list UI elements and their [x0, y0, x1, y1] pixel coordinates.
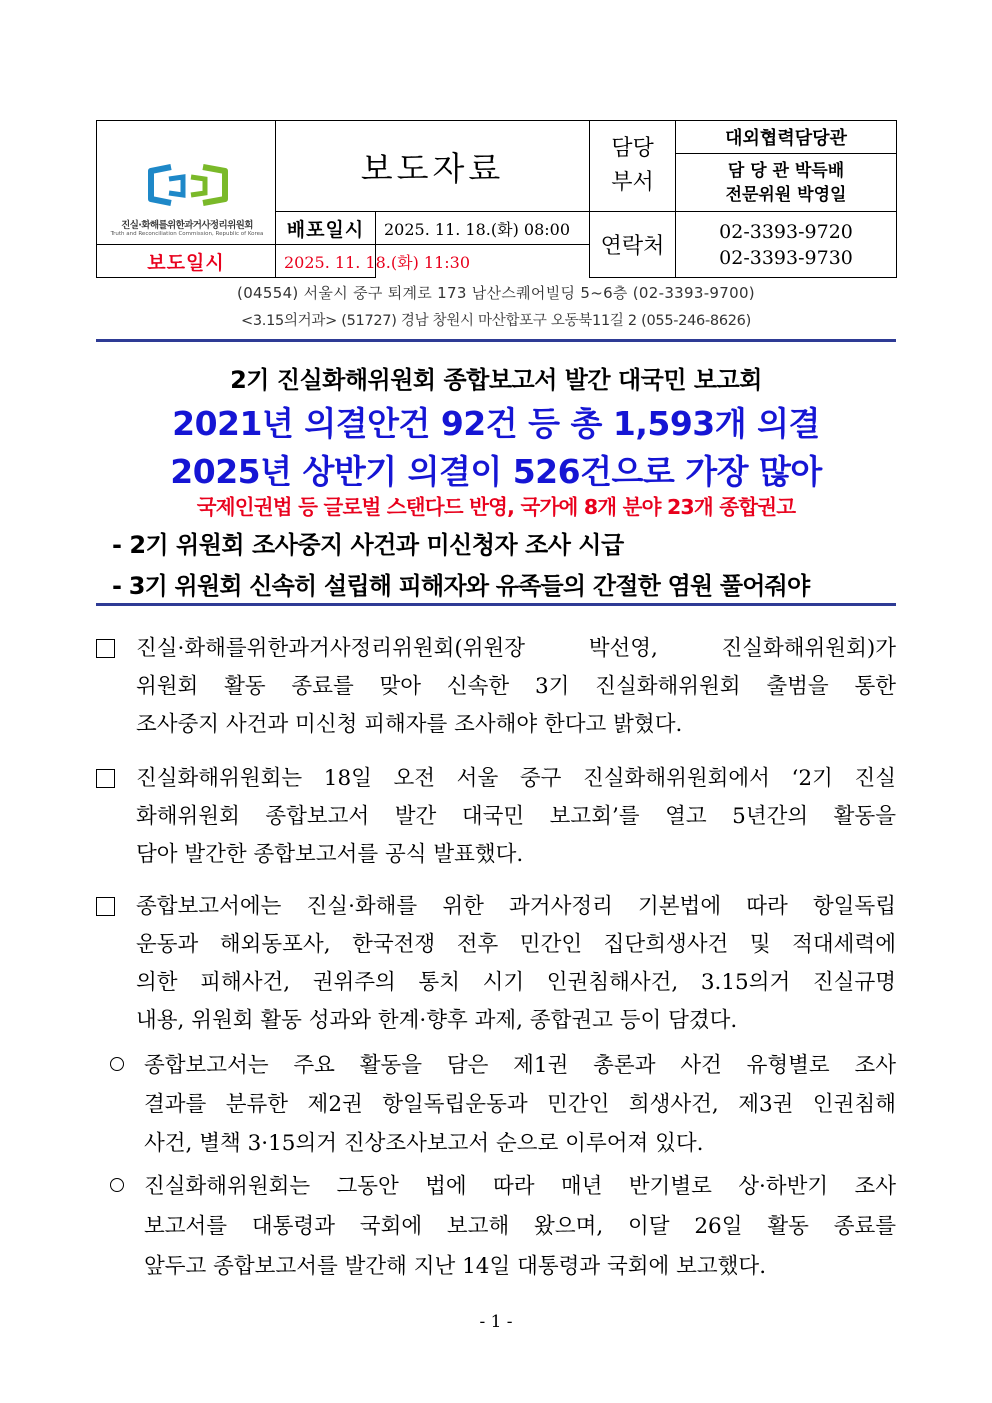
dept-staff [676, 154, 897, 212]
headline-main-2: 2025년 상반기 의결이 526건으로 가장 많아 [170, 452, 822, 491]
org-name-en: Truth and Reconciliation Commission, Republic of Korea [110, 231, 264, 237]
phone-1: 02-3393-9720 [719, 220, 853, 243]
sub-item-line: 종합보고서는 주요 활동을 담은 제1권 총론과 사건 유형별로 조사 [144, 1053, 896, 1078]
dept-name: 대외협력담당관 [676, 121, 897, 154]
org-name-ko: 진실·화해를위한과거사정리위원회 [121, 220, 253, 231]
address-line-1: (04554) 서울시 중구 퇴계로 173 남산스퀘어빌딩 5~6층 (02-3393-9700) [237, 284, 755, 302]
paragraph-line: 담아 발간한 종합보고서를 공식 발표했다. [136, 842, 524, 867]
dept-staff-1: 담 당 관 박득배 [727, 160, 845, 181]
circle-bullet-icon [110, 1178, 124, 1192]
press-header-table [96, 120, 897, 278]
paragraph-line: 종합보고서에는 진실·화해를 위한 과거사정리 기본법에 따라 항일독립 [136, 894, 896, 919]
dist-value: 2025. 11. 18.(화) 08:00 [376, 212, 590, 245]
headline-kicker: 2기 진실화해위원회 종합보고서 발간 대국민 보고회 [230, 366, 762, 394]
contact-label: 연락처 [590, 212, 676, 278]
sub-item-2 [110, 1168, 896, 1282]
sub-item-line: 결과를 분류한 제2권 항일독립운동과 민간인 희생사건, 제3권 인권침해 [144, 1092, 896, 1117]
sub-item-1 [110, 1047, 896, 1161]
headline-dash-1: - 2기 위원회 조사중지 사건과 미신청자 조사 시급 [112, 531, 624, 559]
phone-2: 02-3393-9730 [719, 246, 853, 269]
pub-value: 2025. 11. 18.(화) 11:30 [276, 245, 376, 278]
logo-cell [97, 121, 276, 245]
address-line-2: <3.15의거과> (51727) 경남 창원시 마산합포구 오동북11길 2 (055-246-8626) [241, 313, 751, 329]
headline-dash-2: - 3기 위원회 신속히 설립해 피해자와 유족들의 간절한 염원 풀어줘야 [112, 572, 810, 600]
sub-item-line: 사건, 별책 3·15의거 진상조사보고서 순으로 이루어져 있다. [144, 1131, 704, 1156]
paragraph-line: 위원회 활동 종료를 맞아 신속한 3기 진실화해위원회 출범을 통한 [136, 674, 896, 699]
paragraph-line: 의한 피해사건, 권위주의 통치 시기 인권침해사건, 3.15의거 진실규명 [136, 970, 896, 995]
paragraph-line: 화해위원회 종합보고서 발간 대국민 보고회’를 열고 5년간의 활동을 [136, 804, 896, 829]
paragraph-line: 진실·화해를위한과거사정리위원회(위원장 박선영, 진실화해위원회)가 [136, 636, 896, 661]
doc-type-title: 보도자료 [276, 121, 590, 212]
contact-phones [676, 212, 897, 278]
checkbox-bullet-icon [96, 769, 115, 788]
sub-item-line: 진실화해위원회는 그동안 법에 따라 매년 반기별로 상·하반기 조사 [144, 1174, 896, 1199]
top-rule [96, 339, 896, 342]
commission-logo-icon [147, 161, 229, 209]
paragraph-line: 진실화해위원회는 18일 오전 서울 중구 진실화해위원회에서 ‘2기 진실 [136, 766, 896, 791]
sub-item-line: 앞두고 종합보고서를 발간해 지난 14일 대통령과 국회에 보고했다. [144, 1254, 767, 1279]
checkbox-bullet-icon [96, 639, 115, 658]
paragraph-3 [96, 888, 896, 1040]
paragraph-1 [96, 630, 896, 744]
paragraph-line: 내용, 위원회 활동 성과와 한계·향후 과제, 종합권고 등이 담겼다. [136, 1008, 738, 1033]
pub-label: 보도일시 [97, 245, 276, 278]
paragraph-line: 조사중지 사건과 미신청 피해자를 조사해야 한다고 밝혔다. [136, 712, 683, 737]
bottom-rule [96, 603, 896, 606]
paragraph-line: 운동과 해외동포사, 한국전쟁 전후 민간인 집단희생사건 및 적대세력에 [136, 932, 896, 957]
sub-item-line: 보고서를 대통령과 국회에 보고해 왔으며, 이달 26일 활동 종료를 [144, 1214, 896, 1239]
dept-staff-2: 전문위원 박영일 [725, 184, 847, 205]
headline-sub-red: 국제인권법 등 글로벌 스탠다드 반영, 국가에 8개 분야 23개 종합권고 [196, 495, 796, 519]
checkbox-bullet-icon [96, 897, 115, 916]
dist-label: 배포일시 [276, 212, 376, 245]
dept-label: 담당 부서 [590, 121, 676, 212]
circle-bullet-icon [110, 1057, 124, 1071]
paragraph-2 [96, 760, 896, 874]
headline-main-1: 2021년 의결안건 92건 등 총 1,593개 의결 [172, 404, 820, 443]
page-number: - 1 - [479, 1312, 513, 1332]
